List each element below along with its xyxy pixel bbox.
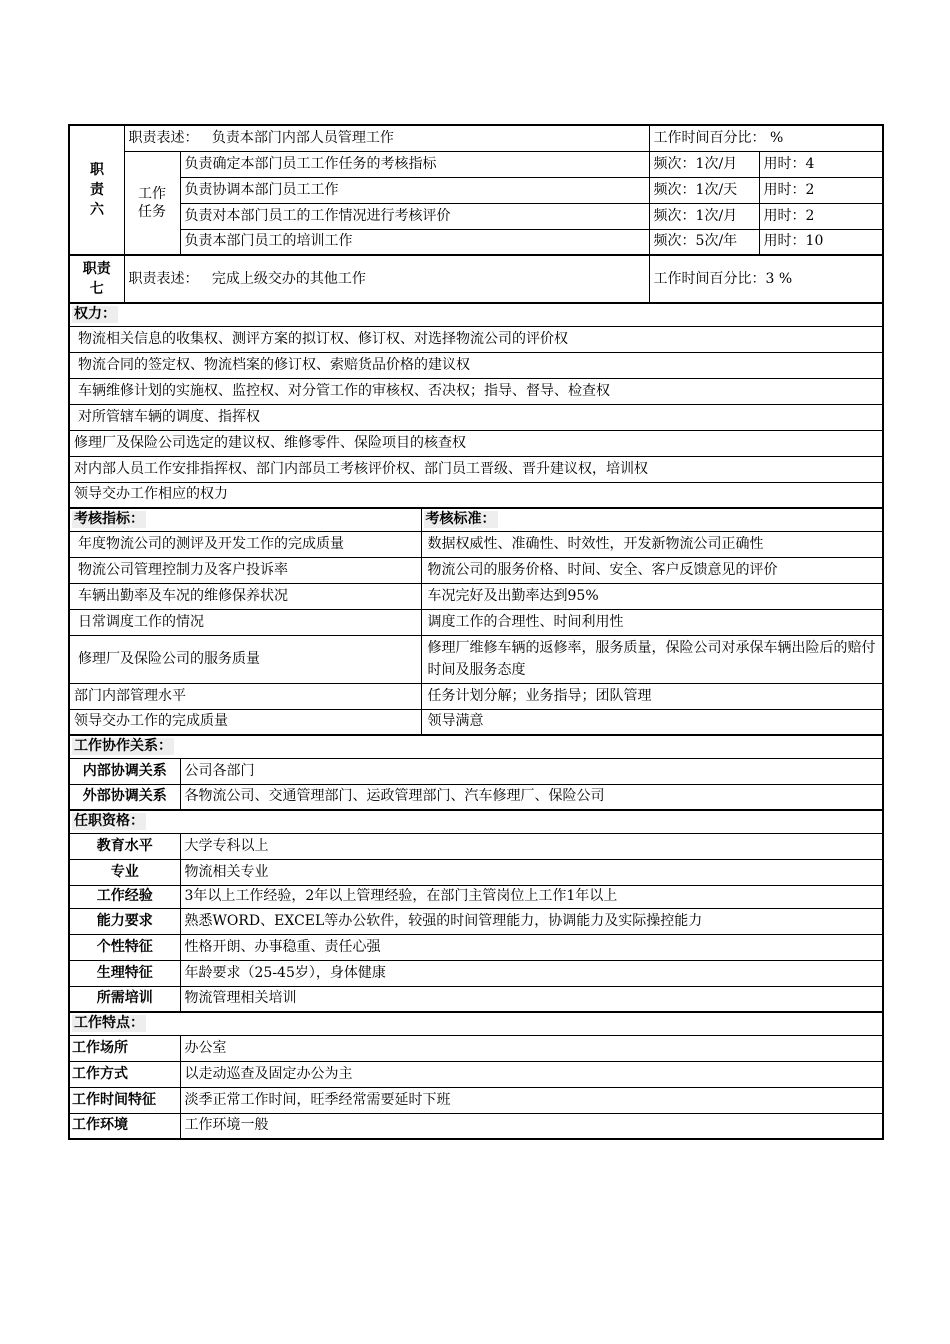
qualification-label: 个性特征: [69, 934, 180, 960]
authority-item-row: [69, 352, 883, 378]
collaboration-title: 工作协作关系：: [69, 735, 883, 758]
duty6-task-frequency: 频次：1次/月: [649, 203, 759, 229]
assessment-indicator: 修理厂及保险公司的服务质量: [69, 635, 421, 683]
assessment-standard: 数据权威性、准确性、时效性，开发新物流公司正确性: [421, 531, 883, 557]
assessment-row: [69, 635, 883, 683]
features-row: [69, 1035, 883, 1061]
duty6-task-time: 用时：2: [759, 203, 883, 229]
duty7-time-percent: 工作时间百分比：3 %: [649, 255, 883, 303]
assessment-standard: 物流公司的服务价格、时间、安全、客户反馈意见的评价: [421, 557, 883, 583]
features-value: 办公室: [180, 1035, 883, 1061]
assessment-standard: 修理厂维修车辆的返修率，服务质量，保险公司对承保车辆出险后的赔付时间及服务态度: [421, 635, 883, 683]
features-label: 工作时间特征: [69, 1087, 180, 1113]
duty6-task-label: 工作任务: [124, 151, 180, 255]
authority-item: 对内部人员工作安排指挥权、部门内部员工考核评价权、部门员工晋级、晋升建议权，培训权: [69, 456, 883, 482]
assessment-row: [69, 609, 883, 635]
qualification-row: [69, 960, 883, 986]
authority-item: 修理厂及保险公司选定的建议权、维修零件、保险项目的核查权: [69, 430, 883, 456]
qualification-label: 能力要求: [69, 908, 180, 934]
authority-item-row: [69, 404, 883, 430]
qualification-value: 大学专科以上: [180, 833, 883, 859]
assessment-indicator: 年度物流公司的测评及开发工作的完成质量: [69, 531, 421, 557]
assessment-indicator: 车辆出勤率及车况的维修保养状况: [69, 583, 421, 609]
qualification-value: 3年以上工作经验，2年以上管理经验，在部门主管岗位上工作1年以上: [180, 885, 883, 908]
job-description-document: [68, 124, 882, 1140]
features-title: 工作特点：: [69, 1012, 883, 1035]
qualification-value: 物流相关专业: [180, 859, 883, 885]
assessment-row: [69, 683, 883, 709]
qualification-row: [69, 833, 883, 859]
duty7-row: [69, 255, 883, 303]
duty6-task-desc: 负责确定本部门员工工作任务的考核指标: [180, 151, 649, 177]
collaboration-label: 内部协调关系: [69, 758, 180, 784]
authority-item: 领导交办工作相应的权力: [69, 482, 883, 508]
features-row: [69, 1061, 883, 1087]
duty6-task-frequency: 频次：1次/天: [649, 177, 759, 203]
assessment-header-row: [69, 508, 883, 531]
authority-item: 物流相关信息的收集权、测评方案的拟订权、修订权、对选择物流公司的评价权: [69, 326, 883, 352]
duty7-statement-prefix: 职责表述：: [128, 270, 199, 287]
features-label: 工作方式: [69, 1061, 180, 1087]
authority-item-row: [69, 456, 883, 482]
duty6-task-row: [69, 177, 883, 203]
qualification-label: 工作经验: [69, 885, 180, 908]
assessment-standard: 任务计划分解；业务指导；团队管理: [421, 683, 883, 709]
qualification-label: 生理特征: [69, 960, 180, 986]
assessment-indicator: 部门内部管理水平: [69, 683, 421, 709]
duty6-task-desc: 负责本部门员工的培训工作: [180, 229, 649, 255]
assessment-row: [69, 583, 883, 609]
qualification-label: 所需培训: [69, 986, 180, 1012]
collaboration-label: 外部协调关系: [69, 784, 180, 810]
qualification-row: [69, 859, 883, 885]
authority-item: 车辆维修计划的实施权、监控权、对分管工作的审核权、否决权；指导、督导、检查权: [69, 378, 883, 404]
duty6-task-time: 用时：10: [759, 229, 883, 255]
authority-item-row: [69, 378, 883, 404]
duty6-statement-row: [69, 125, 883, 151]
features-row: [69, 1087, 883, 1113]
assessment-indicator-title: 考核指标：: [69, 508, 421, 531]
job-description-table: [68, 124, 884, 1140]
duty6-task-row: [69, 203, 883, 229]
duty6-task-time: 用时：4: [759, 151, 883, 177]
duty6-task-frequency: 频次：1次/月: [649, 151, 759, 177]
authority-header-row: [69, 303, 883, 326]
assessment-indicator: 日常调度工作的情况: [69, 609, 421, 635]
authority-item: 对所管辖车辆的调度、指挥权: [69, 404, 883, 430]
duty7-statement-cell: [124, 255, 649, 303]
qualification-row: [69, 885, 883, 908]
assessment-row: [69, 709, 883, 735]
qualification-value: 性格开朗、办事稳重、责任心强: [180, 934, 883, 960]
assessment-row: [69, 531, 883, 557]
duty6-task-desc: 负责协调本部门员工工作: [180, 177, 649, 203]
qualification-value: 年龄要求（25-45岁），身体健康: [180, 960, 883, 986]
qualification-header-row: [69, 810, 883, 833]
authority-item-row: [69, 430, 883, 456]
features-label: 工作场所: [69, 1035, 180, 1061]
duty6-task-row: [69, 151, 883, 177]
collaboration-row: [69, 784, 883, 810]
collaboration-header-row: [69, 735, 883, 758]
assessment-standard: 车况完好及出勤率达到95%: [421, 583, 883, 609]
qualification-label: 专业: [69, 859, 180, 885]
features-row: [69, 1113, 883, 1139]
assessment-standard-title: 考核标准：: [421, 508, 883, 531]
qualification-title: 任职资格：: [69, 810, 883, 833]
collaboration-value: 公司各部门: [180, 758, 883, 784]
duty6-task-time: 用时：2: [759, 177, 883, 203]
qualification-value: 熟悉WORD、EXCEL等办公软件，较强的时间管理能力，协调能力及实际操控能力: [180, 908, 883, 934]
duty6-task-row: [69, 229, 883, 255]
assessment-indicator: 领导交办工作的完成质量: [69, 709, 421, 735]
duty7-statement: 完成上级交办的其他工作: [211, 270, 366, 287]
authority-title: 权力：: [69, 303, 883, 326]
assessment-standard: 调度工作的合理性、时间利用性: [421, 609, 883, 635]
assessment-row: [69, 557, 883, 583]
duty6-time-percent: 工作时间百分比： %: [649, 125, 883, 151]
qualification-row: [69, 908, 883, 934]
authority-item-row: [69, 326, 883, 352]
qualification-row: [69, 934, 883, 960]
collaboration-row: [69, 758, 883, 784]
authority-item: 物流合同的签定权、物流档案的修订权、索赔货品价格的建议权: [69, 352, 883, 378]
features-value: 工作环境一般: [180, 1113, 883, 1139]
qualification-row: [69, 986, 883, 1012]
authority-item-row: [69, 482, 883, 508]
assessment-standard: 领导满意: [421, 709, 883, 735]
duty6-statement: 负责本部门内部人员管理工作: [211, 129, 394, 146]
duty7-label: 职责七: [69, 255, 124, 303]
assessment-indicator: 物流公司管理控制力及客户投诉率: [69, 557, 421, 583]
features-label: 工作环境: [69, 1113, 180, 1139]
duty6-task-frequency: 频次：5次/年: [649, 229, 759, 255]
duty6-task-desc: 负责对本部门员工的工作情况进行考核评价: [180, 203, 649, 229]
qualification-value: 物流管理相关培训: [180, 986, 883, 1012]
duty6-statement-cell: [124, 125, 649, 151]
duty6-label: 职责六: [69, 125, 124, 255]
qualification-label: 教育水平: [69, 833, 180, 859]
features-value: 淡季正常工作时间，旺季经常需要延时下班: [180, 1087, 883, 1113]
collaboration-value: 各物流公司、交通管理部门、运政管理部门、汽车修理厂、保险公司: [180, 784, 883, 810]
features-value: 以走动巡查及固定办公为主: [180, 1061, 883, 1087]
duty6-statement-prefix: 职责表述：: [128, 129, 199, 146]
features-header-row: [69, 1012, 883, 1035]
